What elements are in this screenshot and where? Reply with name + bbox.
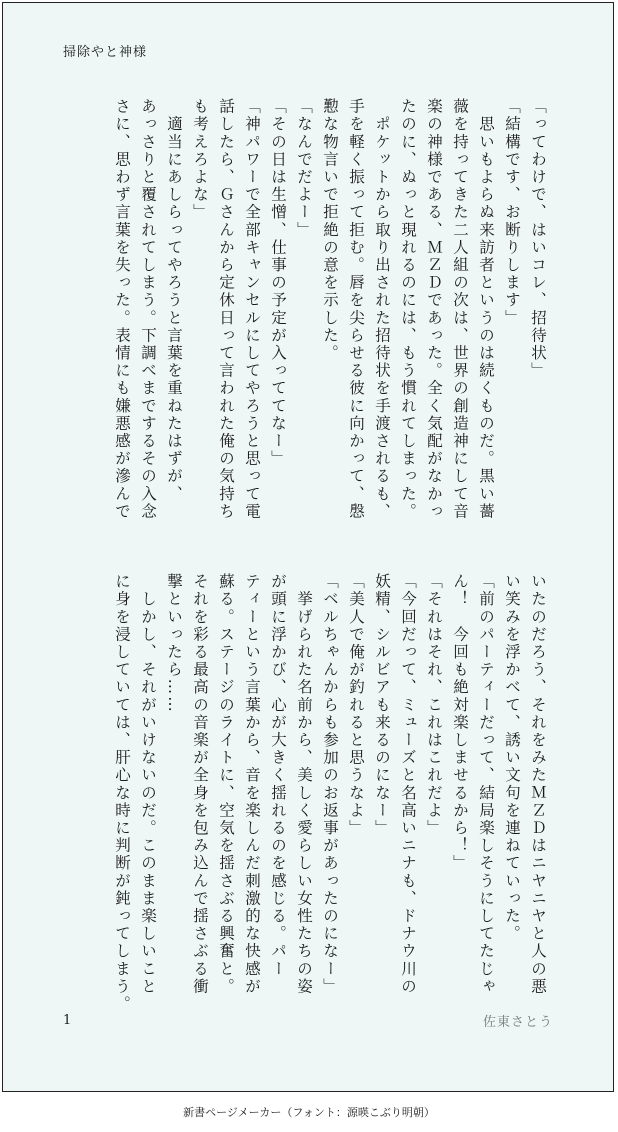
text-top-line: 楽の神様である、ＭＺＤであった。全く気配がなかっ — [425, 98, 443, 521]
text-top-line: 薇を持ってきた二人組の次は、世界の創造神にして音 — [451, 98, 469, 521]
text-bottom-line: ティーという言葉から、音を楽しんだ刺激的な快感が — [243, 573, 261, 996]
text-top-line: 「結構です、お断りします」 — [503, 98, 521, 327]
text-bottom-line: 「それはそれ、これはこれだよ」 — [425, 573, 443, 837]
text-bottom-line: いたのだろう、それをみたＭＺＤはニヤニヤと人の悪 — [529, 573, 547, 996]
book-page — [2, 2, 614, 1092]
text-bottom-line: い笑みを浮かべて、誘い文句を連ねていった。 — [503, 573, 521, 943]
page-header-title: 掃除やと神様 — [63, 45, 148, 60]
text-top-line: 手を軽く振って拒む。唇を尖らせる彼に向かって、慇 — [347, 98, 365, 521]
text-top-line: 「ってわけで、はいコレ、招待状」 — [529, 98, 547, 380]
text-top-line: 話したら、Ｇさんから定休日って言われた俺の気持ち — [217, 98, 235, 521]
text-top-line: あっさりと覆されてしまう。下調べまでするその入念 — [139, 98, 157, 521]
generator-footer: 新書ページメーカー（フォント：源暎こぶり明朝） — [183, 1106, 435, 1119]
text-bottom-line: しかし、それがいけないのだ。このまま楽しいこと — [139, 573, 157, 996]
text-bottom-line: 「今回だって、ミューズと名高いニナも、ドナウ川の — [399, 573, 417, 996]
text-top-line: 思いもよらぬ来訪者というのは続くものだ。黒い薔 — [477, 98, 495, 521]
text-top-line: 適当にあしらってやろうと言葉を重ねたはずが、 — [165, 98, 183, 503]
text-top-line: たのに、ぬっと現れるのには、もう慣れてしまった。 — [399, 98, 417, 521]
text-top-line: 懃な物言いで拒絶の意を示した。 — [321, 98, 339, 362]
text-bottom-line: 挙げられた名前から、美しく愛らしい女性たちの姿 — [295, 573, 313, 996]
text-block-bottom — [61, 573, 551, 1013]
text-bottom-line: に身を浸していては、肝心な時に判断が鈍ってしまう。 — [113, 573, 131, 1013]
page-number: 1 — [63, 1013, 72, 1028]
text-block-top — [61, 98, 551, 538]
text-bottom-line: ん！ 今回も絶対楽しませるから！」 — [451, 573, 469, 873]
text-top-line: も考えろよな」 — [191, 98, 209, 222]
text-bottom-line: 「美人で俺が釣れると思うなよ」 — [347, 573, 365, 837]
text-bottom-line: 妖精、シルビアも来るのになー」 — [373, 573, 391, 837]
text-top-line: 「その日は生憎、仕事の予定が入っててなー」 — [269, 98, 287, 468]
author-name: 佐東さとう — [482, 1015, 553, 1030]
text-bottom-line: 撃といったら…… — [165, 573, 183, 714]
text-top-line: 「なんでだよー」 — [295, 98, 313, 239]
text-top-line: さに、思わず言葉を失った。表情にも嫌悪感が滲んで — [113, 98, 131, 521]
text-top-line: ポケットから取り出された招待状を手渡されるも、 — [373, 98, 391, 521]
text-bottom-line: 蘇る。ステージのライトに、空気を揺さぶる興奮と。 — [217, 573, 235, 996]
text-bottom-line: 「前のパーティーだって、結局楽しそうにしてたじゃ — [477, 573, 495, 996]
text-bottom-line: 「ベルちゃんからも参加のお返事があったのになー」 — [321, 573, 339, 996]
text-top-line: 「神パワーで全部キャンセルにしてやろうと思って電 — [243, 98, 261, 521]
text-bottom-line: が頭に浮かび、心が大きく揺れるのを感じる。パー — [269, 573, 287, 978]
text-bottom-line: それを彩る最高の音楽が全身を包み込んで揺さぶる衝 — [191, 573, 209, 996]
